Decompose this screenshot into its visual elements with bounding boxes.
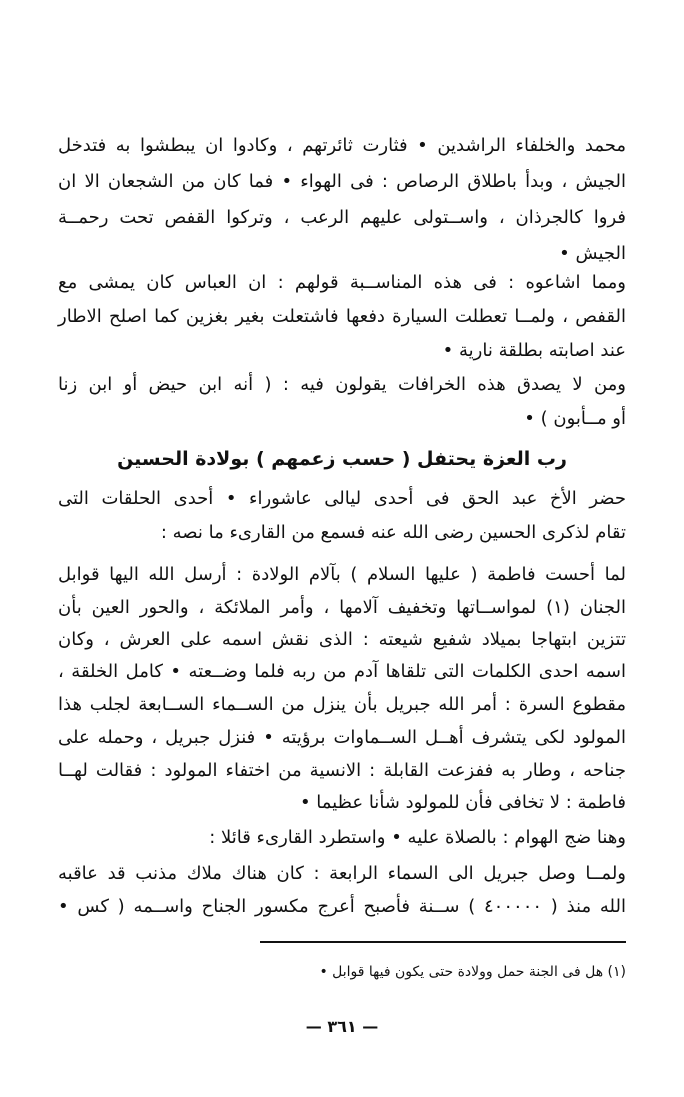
text-line-14: تتزين ابتهاجا بميلاد شفيع شيعته : الذى نقش اسمه على العرش ، وكان — [58, 629, 626, 650]
text-line-6: القفص ، ولمــا تعطلت السيارة دفعها فاشتعلت بغير بغزين كما اصلح الاطار — [58, 306, 626, 327]
text-line-15: اسمه احدى الكلمات التى تلقاها آدم من ربه فلما وضــعته • كامل الخلقة ، — [58, 661, 626, 682]
text-line-20: وهنا ضج الهوام : بالصلاة عليه • واستطرد القارىء قائلا : — [209, 827, 626, 848]
text-line-18: جناحه ، وطار به ففزعت القابلة : الانسية من اختفاء المولود : فقالت لهــا — [58, 760, 626, 781]
text-line-16: مقطوع السرة : أمر الله جبريل بأن ينزل من الســماء الســابعة لجلب هذا — [58, 694, 626, 715]
text-line-11: تقام لذكرى الحسين رضى الله عنه فسمع من القارىء ما نصه : — [160, 522, 626, 543]
text-line-4: الجيش • — [559, 243, 626, 264]
text-line-13: الجنان (١) لمواســاتها وتخفيف آلامها ، وأمر الملائكة ، والحور العين بأن — [58, 597, 627, 618]
text-line-22: الله منذ ( ٤٠٠٠٠٠ ) ســنة فأصبح أعرج مكسور الجناح واســمه ( كس • — [58, 896, 626, 917]
text-line-19: فاطمة : لا تخافى فأن للمولود شأنا عظيما • — [299, 792, 626, 813]
page-number: — ٣٦١ — — [305, 1017, 379, 1036]
text-line-8: ومن لا يصدق هذه الخرافات يقولون فيه : ( أنه ابن حيض أو ابن زنا — [58, 374, 626, 395]
text-line-7: عند اصابته بطلقة نارية • — [442, 340, 626, 361]
footnote: (١) هل فى الجنة حمل وولادة حتى يكون فيها قوابل • — [319, 964, 626, 980]
text-line-9: أو مــأبون ) • — [524, 408, 626, 429]
text-line-5: ومما اشاعوه : فى هذه المناســبة قولهم : ان العباس كان يمشى مع — [58, 272, 626, 293]
text-line-12: لما أحست فاطمة ( عليها السلام ) بآلام الولادة : أرسل الله اليها قوابل — [58, 564, 626, 585]
text-line-17: المولود لكى يتشرف أهــل الســماوات برؤيته • فنزل جبريل ، وحمله على — [58, 727, 626, 748]
footnote-rule — [260, 941, 626, 943]
text-line-21: ولمــا وصل جبريل الى السماء الرابعة : كان هناك ملاك مذنب قد عاقبه — [58, 863, 626, 884]
text-line-1: محمد والخلفاء الراشدين • فثارت ثائرتهم ، وكادوا ان يبطشوا به فتدخل — [58, 135, 626, 156]
section-heading: رب العزة يحتفل ( حسب زعمهم ) بولادة الحسين — [117, 448, 567, 470]
text-line-2: الجيش ، وبدأ باطلاق الرصاص : فى الهواء • فما كان من الشجعان الا ان — [58, 171, 626, 192]
text-line-3: فروا كالجرذان ، واســتولى عليهم الرعب ، وتركوا القفص تحت رحمــة — [58, 207, 626, 228]
text-line-10: حضر الأخ عبد الحق فى أحدى ليالى عاشوراء • أحدى الحلقات التى — [58, 488, 626, 509]
